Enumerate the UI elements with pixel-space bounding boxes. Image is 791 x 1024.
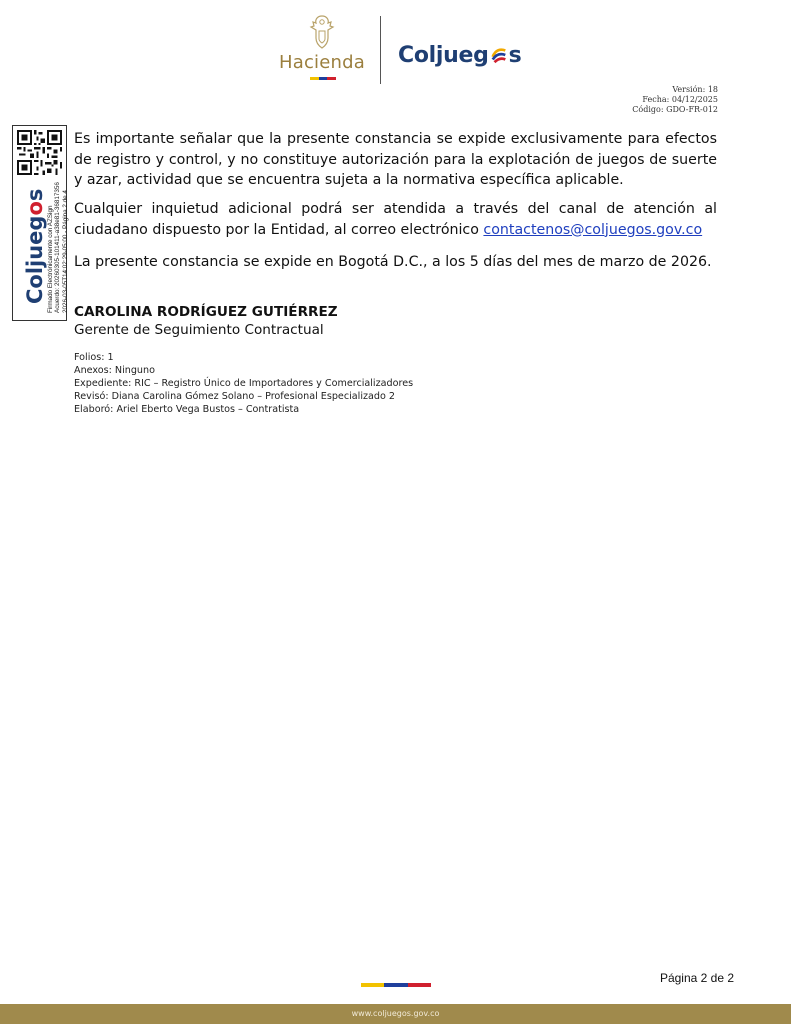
coljuegos-wordmark-suffix: s: [508, 42, 522, 68]
coljuegos-wordmark-prefix: Coljueg: [398, 42, 489, 68]
stamp-logo-suffix: s: [23, 188, 47, 202]
contact-email-link[interactable]: contactenos@coljuegos.gov.co: [483, 221, 703, 238]
document-notes: [74, 351, 413, 416]
hacienda-label: Hacienda: [278, 52, 365, 73]
paragraph-contact-text: Cualquier inquietud adicional podrá ser atendida a través del canal de atención al ciudadano dispuesto por la Entidad, al correo electrónico: [74, 201, 717, 238]
note-reviso: Revisó: Diana Carolina Gómez Solano – Profesional Especializado 2: [74, 391, 396, 402]
stamp-signature-details: [47, 182, 69, 313]
qr-code-icon: [17, 130, 62, 175]
paragraph-disclaimer: Es importante señalar que la presente constancia se expide exclusivamente para efectos de registro y control, y no constituye autorización para la explotación de juegos de suerte y azar, actividad que se encuentra sujeta a la normativa específica aplicable.: [74, 131, 717, 188]
note-anexos: Anexos: Ninguno: [74, 365, 155, 376]
paragraph-contact: [74, 199, 717, 240]
colombia-flag-stripe: [310, 77, 336, 80]
note-folios: Folios: 1: [74, 352, 114, 363]
note-expediente: Expediente: RIC – Registro Único de Importadores y Comercializadores: [74, 378, 414, 389]
signature-stamp: [12, 125, 67, 321]
coljuegos-logo-icon: [490, 46, 508, 64]
hacienda-logo: [268, 10, 376, 82]
doc-code: Código: GDO-FR-012: [632, 105, 718, 114]
stamp-line-3: 2026-03-05T14:02:29-05:00 - Página 2 de 4: [61, 190, 69, 313]
stamp-line-2: Acuerdo: 20260305-101411-a38e81-36817356: [54, 182, 62, 313]
footer-flag-stripe: [361, 983, 431, 987]
document-metadata: [632, 85, 718, 115]
coat-of-arms-icon: [308, 14, 336, 50]
signer-name: CAROLINA RODRÍGUEZ GUTIÉRREZ: [74, 304, 338, 320]
stamp-line-1: Firmado Electrónicamente con AZSign: [47, 205, 54, 313]
coljuegos-logo: [398, 38, 521, 72]
footer-band: [0, 1004, 791, 1024]
note-elaboro: Elaboró: Ariel Eberto Vega Bustos – Contratista: [74, 404, 300, 415]
header-divider: [380, 16, 381, 84]
doc-date: Fecha: 04/12/2025: [642, 95, 718, 104]
stamp-logo-prefix: Coljueg: [23, 215, 47, 304]
paragraph-issued: La presente constancia se expide en Bogotá D.C., a los 5 días del mes de marzo de 2026.: [74, 254, 712, 270]
footer-url[interactable]: www.coljuegos.gov.co: [351, 1009, 440, 1018]
stamp-coljuegos-logo: Coljuegos: [23, 188, 47, 304]
signer-title: Gerente de Seguimiento Contractual: [74, 322, 324, 338]
doc-version: Versión: 18: [672, 85, 718, 94]
page-number: Página 2 de 2: [659, 971, 734, 985]
